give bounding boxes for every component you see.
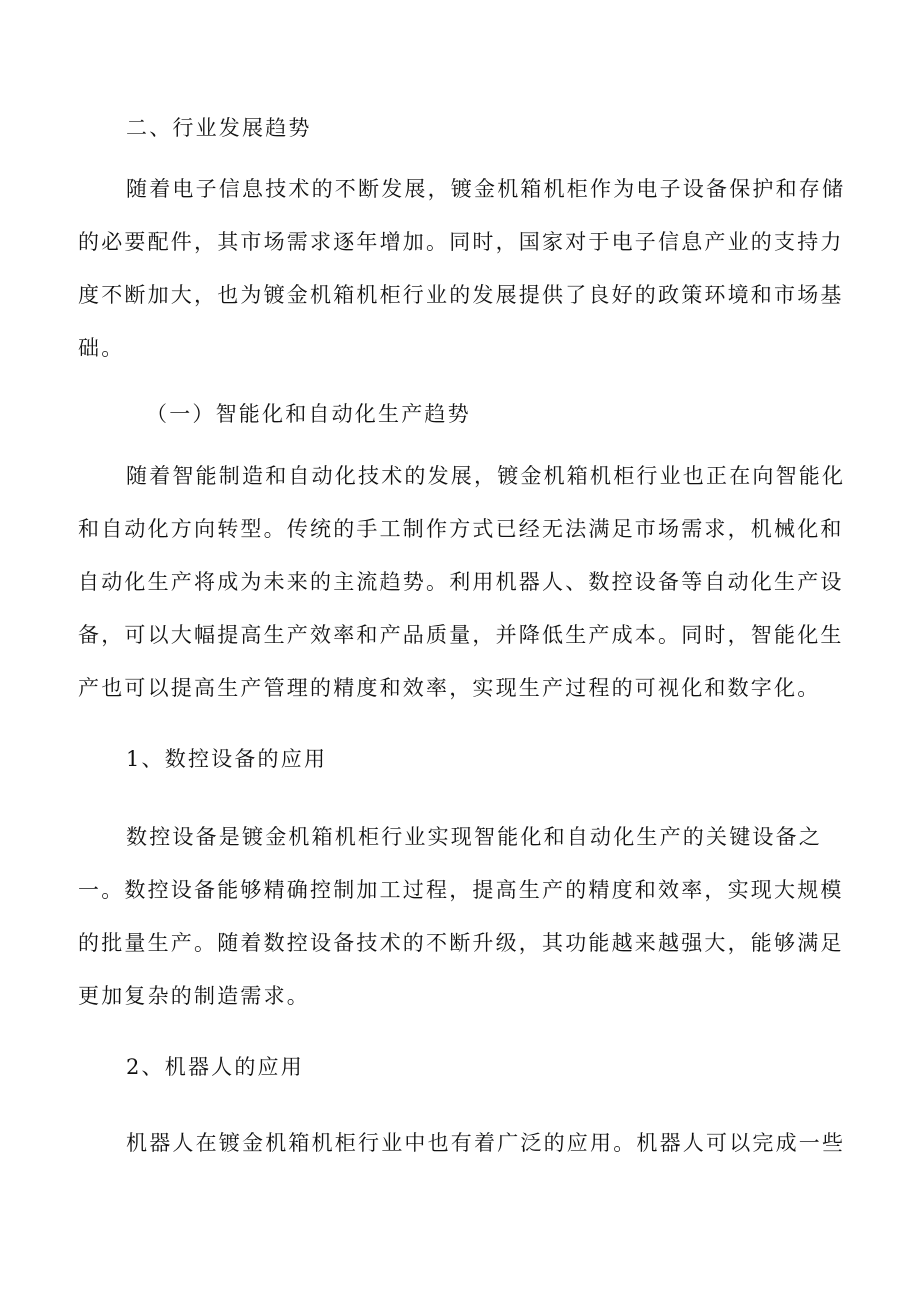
paragraph-line: 的必要配件，其市场需求逐年增加。同时，国家对于电子信息产业的支持力 xyxy=(78,230,844,254)
item-heading-cnc xyxy=(78,733,842,786)
item-heading-text: 2、机器人的应用 xyxy=(126,1055,304,1079)
paragraph-line: 产也可以提高生产管理的精度和效率，实现生产过程的可视化和数字化。 xyxy=(78,676,821,700)
paragraph-line: 一。数控设备能够精确控制加工过程，提高生产的精度和效率，实现大规模 xyxy=(78,878,844,902)
paragraph-line: 度不断加大，也为镀金机箱机柜行业的发展提供了良好的政策环境和市场基 xyxy=(78,283,844,307)
smart-manufacturing-paragraph xyxy=(78,450,846,715)
paragraph-line: 更加复杂的制造需求。 xyxy=(78,984,310,1008)
subsection-heading-text: （一）智能化和自动化生产趋势 xyxy=(146,402,471,426)
item-heading-text: 1、数控设备的应用 xyxy=(126,747,328,771)
subsection-heading xyxy=(78,388,842,441)
paragraph-line: 础。 xyxy=(78,336,125,360)
robot-paragraph xyxy=(78,1117,846,1170)
paragraph-line: 的批量生产。随着数控设备技术的不断升级，其功能越来越强大，能够满足 xyxy=(78,931,844,955)
section-heading xyxy=(78,102,842,155)
item-heading-robot xyxy=(78,1041,842,1094)
paragraph-line: 和自动化方向转型。传统的手工制作方式已经无法满足市场需求，机械化和 xyxy=(78,517,844,541)
paragraph-line: 随着智能制造和自动化技术的发展，镀金机箱机柜行业也正在向智能化 xyxy=(126,464,846,488)
section-heading-text: 二、行业发展趋势 xyxy=(126,116,312,140)
paragraph-line: 数控设备是镀金机箱机柜行业实现智能化和自动化生产的关键设备之 xyxy=(126,825,822,849)
paragraph-line: 机器人在镀金机箱机柜行业中也有着广泛的应用。机器人可以完成一些 xyxy=(126,1131,846,1155)
cnc-paragraph xyxy=(78,811,842,1023)
paragraph-line: 随着电子信息技术的不断发展，镀金机箱机柜作为电子设备保护和存储 xyxy=(126,177,846,201)
intro-paragraph xyxy=(78,163,846,375)
paragraph-line: 备，可以大幅提高生产效率和产品质量，并降低生产成本。同时，智能化生 xyxy=(78,623,844,647)
paragraph-line: 自动化生产将成为未来的主流趋势。利用机器人、数控设备等自动化生产设 xyxy=(78,570,844,594)
